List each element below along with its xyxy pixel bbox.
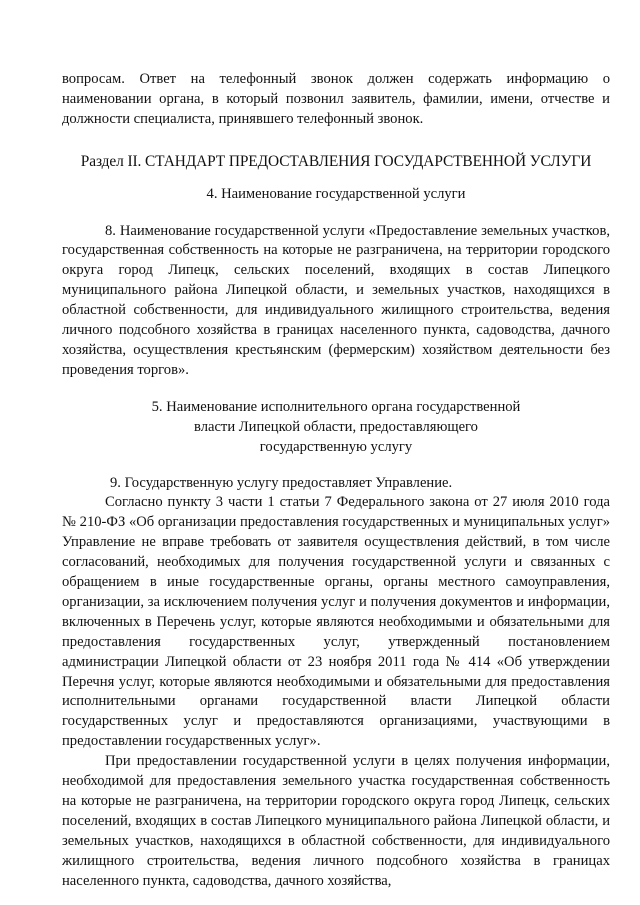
section-heading: Раздел II. СТАНДАРТ ПРЕДОСТАВЛЕНИЯ ГОСУДАРСТВЕННОЙ УСЛУГИ <box>80 152 592 170</box>
document-page <box>62 70 610 892</box>
paragraph-9-law: Согласно пункту 3 части 1 статьи 7 Федерального закона от 27 июля 2010 года № 210-ФЗ «Об организации предоставления государственных и муниципальных услуг» Управление не вправе требовать от заявителя осуществления действий, в том числе согласований, необходимых для получения государственной услуги и связанных с обращением в иные государственные органы, органы местного самоуправления, организации, за исключением получения услуг и получения документов и информации, включенных в Перечень услуг, которые являются необходимыми и обязательными для предоставления государственных услуг, утвержденный постановлением администрации Липецкой области от 23 ноября 2011 года № 414 «Об утверждении Перечня услуг, которые являются необходимыми и обязательными для предоставления исполнительными органами государственной власти Липецкой области государственных услуг и предоставляются организациями, участвующими в предоставлении государственных услуг». <box>62 494 610 750</box>
intro-paragraph: вопросам. Ответ на телефонный звонок должен содержать информацию о наименовании органа, в который позвонил заявитель, фамилии, имени, отчестве и должности специалиста, принявшего телефонный звонок. <box>62 71 610 127</box>
paragraph-9: 9. Государственную услугу предоставляет Управление. <box>110 474 453 491</box>
subsection-5-heading <box>62 398 610 458</box>
paragraph-8: 8. Наименование государственной услуги «Предоставление земельных участков, государственная собственность на которые не разграничена, на территории городского округа город Липецк, сельских поселений, входящих в состав Липецкого муниципального района Липецкой области, и земельных участков, находящихся в областной собственности, для индивидуального жилищного строительства, ведения личного подсобного хозяйства в границах населенного пункта, садоводства, дачного хозяйства, осуществления крестьянским (фермерским) хозяйством деятельности без проведения торгов». <box>62 222 610 378</box>
subsection-5-line-1: 5. Наименование исполнительного органа государственной <box>151 398 521 415</box>
paragraph-9-info: При предоставлении государственной услуги в целях получения информации, необходимой для предоставления земельного участка государственная собственность на которые не разграничена, на территории городского округа город Липецк, сельских поселений, входящих в состав Липецкого муниципального района Липецкой области, и земельных участков, находящихся в областной собственности, для индивидуального жилищного строительства, ведения личного подсобного хозяйства в границах населенного пункта, садоводства, дачного хозяйства, <box>62 753 610 889</box>
subsection-5-line-2: власти Липецкой области, предоставляющего <box>194 418 478 435</box>
subsection-4-heading: 4. Наименование государственной услуги <box>206 185 466 202</box>
subsection-5-line-3: государственную услугу <box>259 438 413 455</box>
